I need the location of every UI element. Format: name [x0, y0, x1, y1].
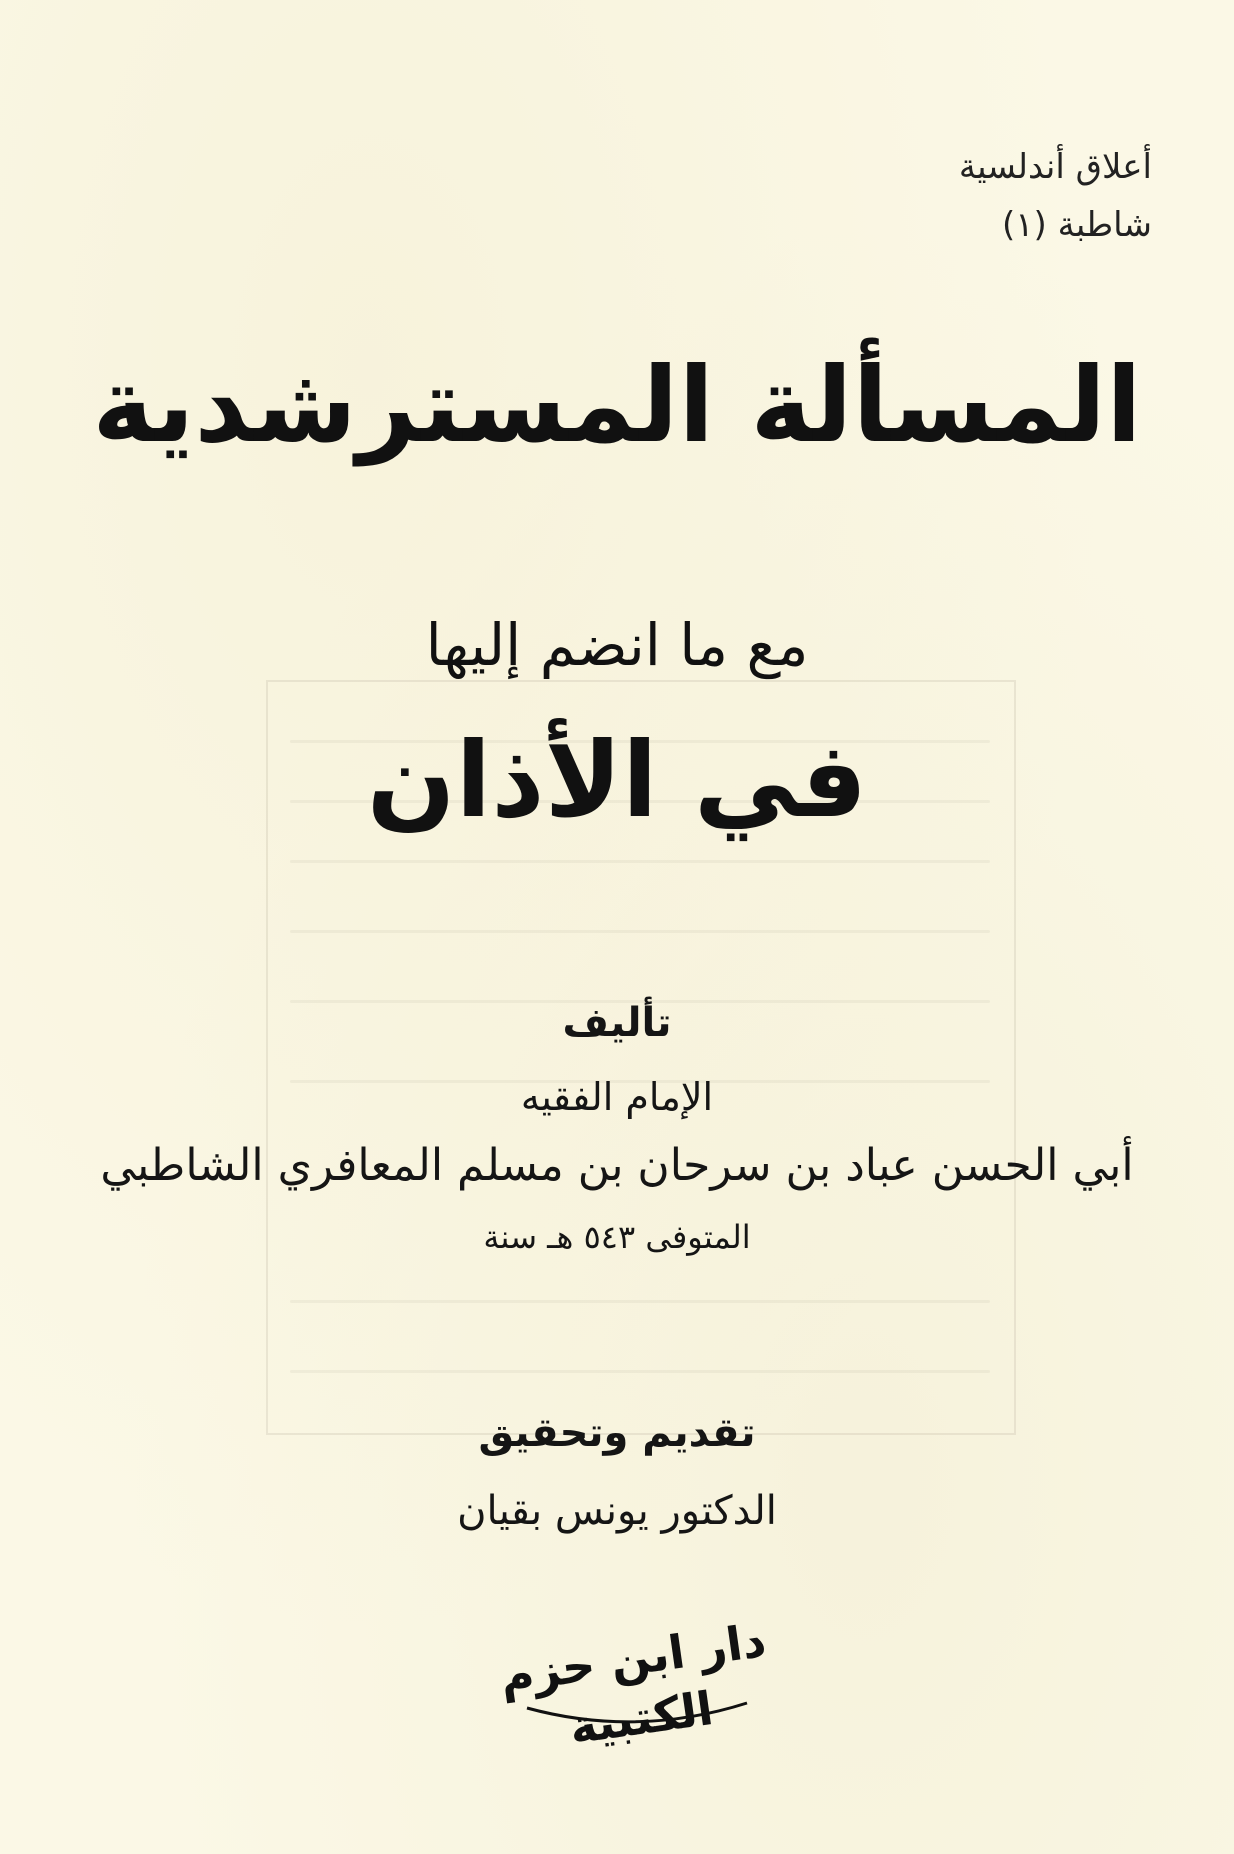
publisher-name: دار ابن حزم الكتبية: [496, 1612, 770, 1755]
show-through-line: [290, 1300, 990, 1303]
show-through-line: [290, 1370, 990, 1373]
book-subtitle: مع ما انضم إليها: [425, 611, 809, 679]
show-through-line: [290, 930, 990, 933]
editor-name: الدكتور يونس بقيان: [457, 1488, 777, 1534]
book-topic: في الأذان: [366, 719, 868, 841]
author-death-date: المتوفى ٥٤٣ هـ سنة: [483, 1218, 751, 1256]
series-name: أعلاق أندلسية: [958, 147, 1152, 187]
publisher-logo: [487, 1598, 787, 1755]
series-label: [959, 138, 1152, 254]
book-title: المسألة المسترشدية: [92, 344, 1142, 466]
series-volume: شاطبة (١): [1002, 205, 1152, 245]
author-name: أبي الحسن عباد بن سرحان بن مسلم المعافري الشاطبي: [100, 1140, 1134, 1191]
editing-label: تقديم وتحقيق: [478, 1410, 756, 1456]
author-honorific: الإمام الفقيه: [520, 1075, 714, 1119]
show-through-line: [290, 860, 990, 863]
authorship-label: تأليف: [562, 1000, 672, 1046]
